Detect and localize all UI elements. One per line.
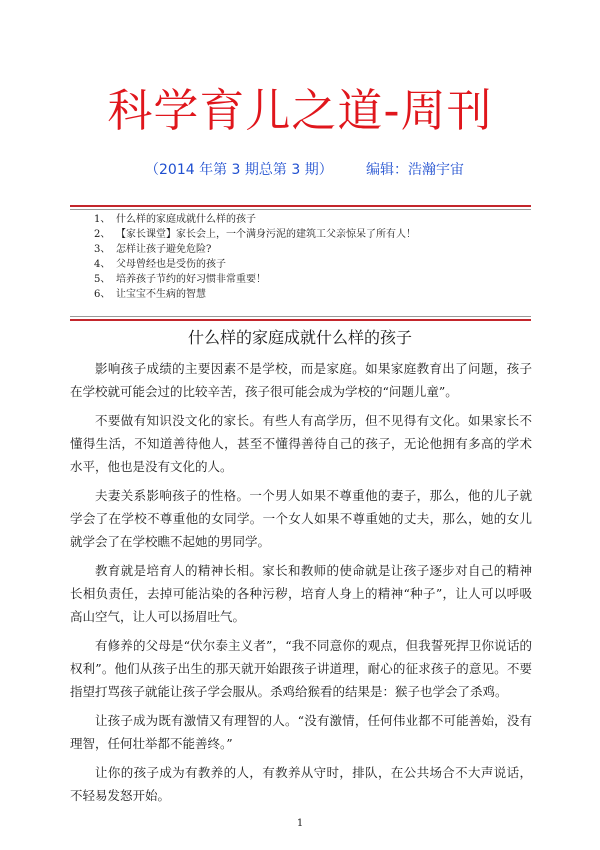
issue-number: （2014 年第 3 期总第 3 期）: [145, 162, 333, 178]
toc-item-label: 什么样的家庭成就什么样的孩子: [116, 214, 256, 225]
article-paragraph: 不要做有知识没文化的家长。有些人有高学历，但不见得有文化。如果家长不懂得生活，不知道善待他人，甚至不懂得善待自己的孩子，无论他拥有多高的学术水平，他也是没有文化的人。: [70, 413, 532, 474]
masthead-title: 科学育儿之道-周刊: [107, 84, 493, 137]
top-gray-divider: [70, 209, 531, 210]
article-paragraph: 让孩子成为既有激情又有理智的人。“没有激情，任何伟业都不可能善始，没有理智，任何壮举都不能善终。”: [70, 713, 532, 751]
toc-item-label: 父母曾经也是受伤的孩子: [116, 259, 226, 270]
article-paragraph: 让你的孩子成为有教养的人，有教养从守时，排队，在公共场合不大声说话，不轻易发怒开始。: [70, 765, 532, 803]
bottom-red-divider: [70, 319, 531, 321]
article-body: [70, 357, 532, 813]
toc-item[interactable]: [94, 227, 524, 242]
toc-item-number: 3、: [94, 244, 111, 255]
toc-item-label: 【家长课堂】家长会上，一个满身污泥的建筑工父亲惊呆了所有人！: [116, 229, 416, 240]
table-of-contents: [94, 212, 524, 302]
article-paragraph: 有修养的父母是“伏尔泰主义者”，“我不同意你的观点，但我誓死捍卫你说话的权利”。他们从孩子出生的那天就开始跟孩子讲道理，耐心的征求孩子的意见。不要指望打骂孩子就能让孩子学会服从。杀鸡给猴看的结果是：猴子也学会了杀鸡。: [70, 638, 532, 699]
toc-item-number: 5、: [94, 274, 111, 285]
article-title: 什么样的家庭成就什么样的孩子: [187, 328, 412, 347]
toc-item-label: 怎样让孩子避免危险?: [116, 244, 212, 255]
toc-item[interactable]: [94, 287, 524, 302]
toc-item[interactable]: [94, 212, 524, 227]
toc-item-number: 2、: [94, 229, 111, 240]
toc-item[interactable]: [94, 257, 524, 272]
toc-item-number: 6、: [94, 289, 111, 300]
toc-item-label: 培养孩子节约的好习惯非常重要！: [116, 274, 266, 285]
editor-credit: 编辑：浩瀚宇宙: [366, 162, 464, 178]
issue-line: [0, 160, 600, 180]
toc-item-number: 1、: [94, 214, 111, 225]
page-number: 1: [296, 818, 304, 829]
toc-item[interactable]: [94, 272, 524, 287]
article-paragraph: 教育就是培育人的精神长相。家长和教师的使命就是让孩子逐步对自己的精神长相负责任，去掉可能沾染的各种污秽，培育人身上的精神“种子”，让人可以呼吸高山空气，让人可以扬眉吐气。: [70, 563, 532, 624]
top-red-divider: [70, 205, 531, 207]
article-paragraph: 夫妻关系影响孩子的性格。一个男人如果不尊重他的妻子，那么，他的儿子就学会了在学校不尊重他的女同学。一个女人如果不尊重她的丈夫，那么，她的女儿就学会了在学校瞧不起她的男同学。: [70, 488, 532, 549]
article-paragraph: 影响孩子成绩的主要因素不是学校，而是家庭。如果家庭教育出了问题，孩子在学校就可能会过的比较辛苦，孩子很可能会成为学校的“问题儿童”。: [70, 361, 532, 399]
bottom-gray-divider: [70, 316, 531, 317]
toc-item[interactable]: [94, 242, 524, 257]
toc-item-label: 让宝宝不生病的智慧: [116, 289, 206, 300]
toc-item-number: 4、: [94, 259, 111, 270]
